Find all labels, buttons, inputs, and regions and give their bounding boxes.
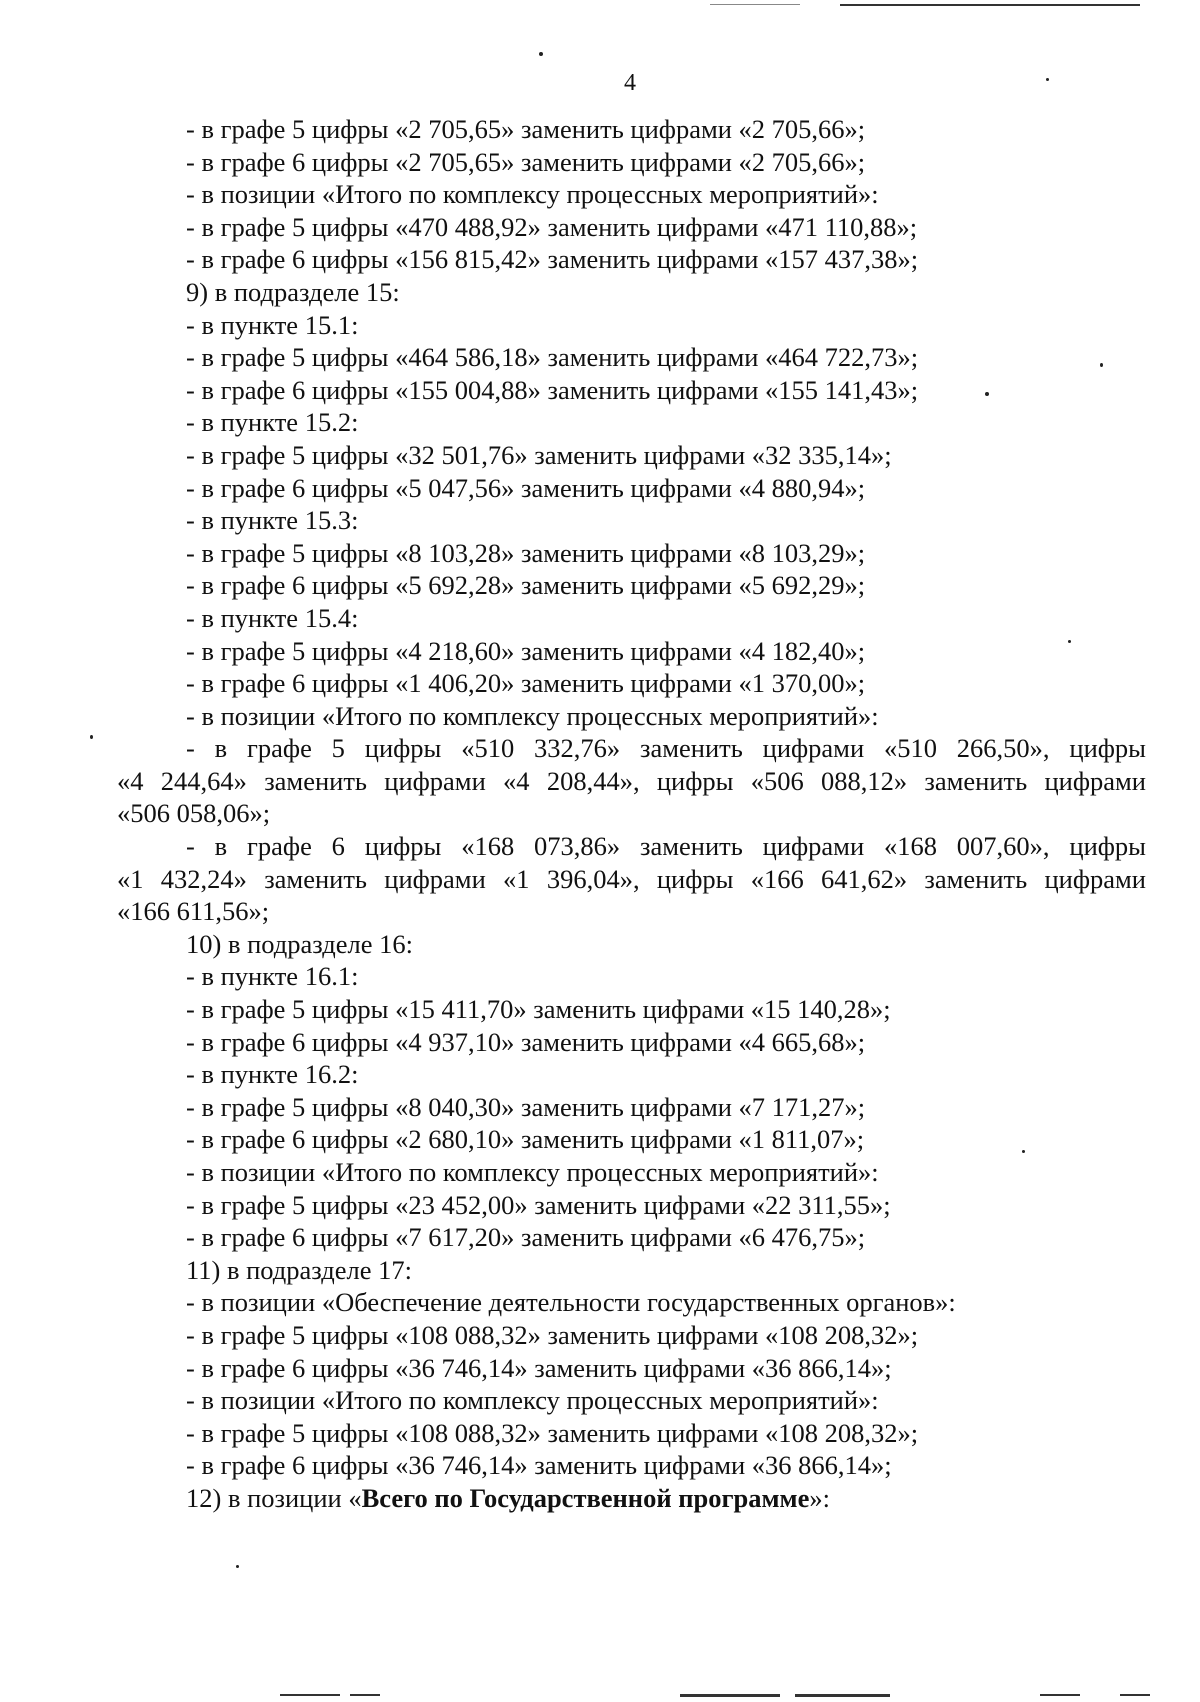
text-line: - в графе 6 цифры «2 680,10» заменить цифрами «1 811,07»; bbox=[186, 1124, 865, 1155]
text-line: - в графе 5 цифры «15 411,70» заменить цифрами «15 140,28»; bbox=[186, 994, 891, 1025]
scan-artifact-rule bbox=[680, 1694, 780, 1697]
text-line: - в графе 6 цифры «155 004,88» заменить цифрами «155 141,43»; bbox=[186, 374, 919, 405]
text-line: - в пункте 15.3: bbox=[186, 505, 359, 536]
text-line: 10) в подразделе 16: bbox=[186, 928, 413, 959]
text-line: - в графе 5 цифры «4 218,60» заменить цифрами «4 182,40»; bbox=[186, 635, 866, 666]
paragraph-line: «506 058,06»; bbox=[117, 798, 271, 829]
paragraph-line: - в графе 6 цифры «168 073,86» заменить цифрами «168 007,60», цифры bbox=[186, 831, 1146, 862]
scan-speck bbox=[90, 735, 93, 739]
scan-speck bbox=[1022, 1150, 1025, 1153]
paragraph-graph5-total bbox=[117, 732, 1146, 830]
text-line: - в графе 6 цифры «36 746,14» заменить цифрами «36 866,14»; bbox=[186, 1450, 892, 1481]
text-line: - в графе 5 цифры «470 488,92» заменить цифрами «471 110,88»; bbox=[186, 211, 918, 242]
final-line-suffix: »: bbox=[809, 1482, 830, 1513]
page-number: 4 bbox=[624, 70, 636, 96]
final-line-prefix: 12) в позиции « bbox=[186, 1482, 362, 1513]
text-line: - в пункте 15.2: bbox=[186, 407, 359, 438]
paragraph-graph6-total bbox=[117, 830, 1146, 928]
text-line: - в графе 6 цифры «2 705,65» заменить цифрами «2 705,66»; bbox=[186, 146, 866, 177]
scan-speck bbox=[1068, 640, 1071, 643]
text-line: - в графе 5 цифры «8 103,28» заменить цифрами «8 103,29»; bbox=[186, 537, 866, 568]
paragraph-line: «4 244,64» заменить цифрами «4 208,44», цифры «506 088,12» заменить цифрами bbox=[117, 765, 1146, 796]
text-line: - в пункте 16.2: bbox=[186, 1059, 359, 1090]
scan-speck bbox=[985, 392, 989, 396]
text-line: - в графе 6 цифры «36 746,14» заменить цифрами «36 866,14»; bbox=[186, 1352, 892, 1383]
text-line: - в позиции «Обеспечение деятельности государственных органов»: bbox=[186, 1287, 956, 1318]
text-line: - в пункте 15.1: bbox=[186, 309, 359, 340]
text-line: - в графе 5 цифры «2 705,65» заменить цифрами «2 705,66»; bbox=[186, 114, 866, 144]
text-line: - в графе 5 цифры «23 452,00» заменить цифрами «22 311,55»; bbox=[186, 1189, 891, 1220]
scan-artifact-rule bbox=[795, 1694, 890, 1697]
text-line: 11) в подразделе 17: bbox=[186, 1254, 412, 1285]
text-line: - в пункте 15.4: bbox=[186, 602, 359, 633]
scan-artifact-rule bbox=[1040, 1694, 1080, 1696]
text-line: - в графе 6 цифры «5 047,56» заменить цифрами «4 880,94»; bbox=[186, 472, 866, 503]
text-line: - в графе 5 цифры «8 040,30» заменить цифрами «7 171,27»; bbox=[186, 1091, 866, 1122]
text-line: - в графе 6 цифры «5 692,28» заменить цифрами «5 692,29»; bbox=[186, 570, 866, 601]
scan-artifact-rule bbox=[280, 1694, 340, 1696]
paragraph-line: - в графе 5 цифры «510 332,76» заменить цифрами «510 266,50», цифры bbox=[186, 733, 1146, 764]
scan-artifact-rule bbox=[710, 4, 800, 5]
scan-speck bbox=[1100, 363, 1103, 367]
scan-artifact-rule bbox=[350, 1694, 380, 1696]
text-line: - в пункте 16.1: bbox=[186, 961, 359, 992]
final-line bbox=[186, 1482, 1146, 1515]
text-line: - в графе 6 цифры «7 617,20» заменить цифрами «6 476,75»; bbox=[186, 1222, 866, 1253]
text-line: - в позиции «Итого по комплексу процессных мероприятий»: bbox=[186, 1157, 879, 1187]
text-line: - в графе 6 цифры «156 815,42» заменить цифрами «157 437,38»; bbox=[186, 244, 919, 275]
text-line: - в графе 5 цифры «108 088,32» заменить цифрами «108 208,32»; bbox=[186, 1417, 919, 1448]
text-line: - в графе 5 цифры «464 586,18» заменить цифрами «464 722,73»; bbox=[186, 342, 919, 373]
scan-speck bbox=[236, 1565, 239, 1568]
final-line-bold: Всего по Государственной программе bbox=[361, 1482, 810, 1513]
document-body bbox=[117, 113, 1146, 1515]
scan-artifact-rule bbox=[1120, 1694, 1150, 1696]
scan-speck bbox=[539, 52, 543, 56]
paragraph-line: «166 611,56»; bbox=[117, 896, 270, 927]
text-line: - в графе 6 цифры «4 937,10» заменить цифрами «4 665,68»; bbox=[186, 1026, 866, 1057]
scan-speck bbox=[1046, 78, 1049, 81]
scan-artifact-rule bbox=[840, 4, 1140, 6]
text-line: - в позиции «Итого по комплексу процессных мероприятий»: bbox=[186, 1385, 879, 1416]
text-line: 9) в подразделе 15: bbox=[186, 276, 400, 307]
text-line: - в графе 6 цифры «1 406,20» заменить цифрами «1 370,00»; bbox=[186, 668, 866, 699]
text-line: - в графе 5 цифры «108 088,32» заменить цифрами «108 208,32»; bbox=[186, 1319, 919, 1350]
text-line: - в графе 5 цифры «32 501,76» заменить цифрами «32 335,14»; bbox=[186, 439, 892, 470]
text-line: - в позиции «Итого по комплексу процессных мероприятий»: bbox=[186, 700, 879, 731]
text-line: - в позиции «Итого по комплексу процессных мероприятий»: bbox=[186, 179, 879, 210]
paragraph-line: «1 432,24» заменить цифрами «1 396,04», цифры «166 641,62» заменить цифрами bbox=[117, 863, 1146, 894]
